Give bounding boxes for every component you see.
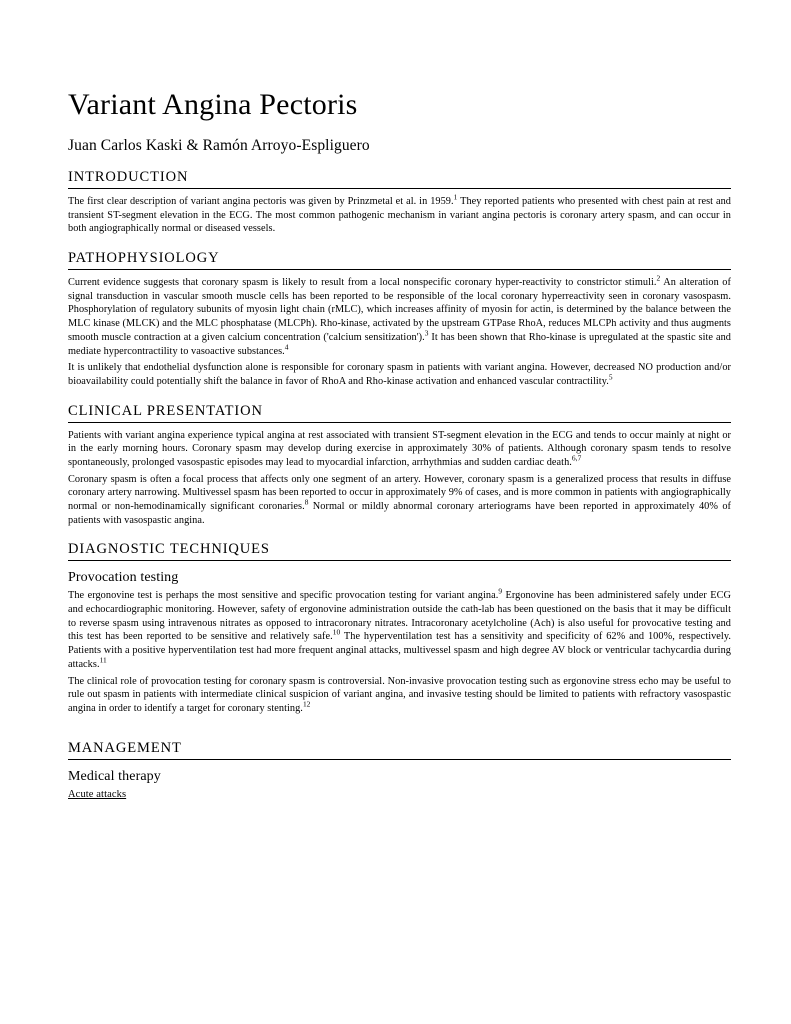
paragraph-pathophysiology-2: It is unlikely that endothelial dysfunction alone is responsible for coronary spasm in patients with variant angina. However, decreased NO production and/or bioavailability could potentially shift the balance in favor of RhoA and Rho-kinase activation and enhanced vascular contractility.$^5$ (68, 362, 731, 387)
section-heading-introduction: INTRODUCTION (68, 169, 731, 189)
section-heading-clinical-presentation: CLINICAL PRESENTATION (68, 403, 731, 423)
paragraph-introduction-1: The first clear description of variant angina pectoris was given by Prinzmetal et al. in 1959.$^1$ They reported patients who presented with chest pain at rest and transient ST-segment elevation in the ECG. The most common pathogenic mechanism in variant angina pectoris is coronary artery spasm, and can occur in both angiographically normal or diseased vessels. (68, 192, 731, 235)
subsection-heading-medical-therapy: Medical therapy (68, 768, 161, 784)
subsubsection-heading-acute-attacks: Acute attacks (68, 788, 127, 800)
subsection-heading-provocation-testing: Provocation testing (68, 570, 179, 586)
section-heading-pathophysiology: PATHOPHYSIOLOGY (68, 250, 731, 270)
paragraph-pathophysiology-1: Current evidence suggests that coronary spasm is likely to result from a local nonspecific coronary hyper-reactivity to constrictor stimuli.$^2$ An alteration of signal transduction in vascular smooth muscle cells has been reported to be responsible of the local coronary hyperreactivity seen in coronary vasospasm. Phosphorylation of regulatory subunits of myosin light chain (rMLC), which increases affinity of myosin for actin, is determined by the balance between the MLC kinase (MLCK) and the MLC phosphatase (MLCPh). Rho-kinase, activated by the upstream GTPase RhoA, reduces MLCPh activity and thus augments smooth muscle contraction at a given calcium concentration ('calcium sensitization').$^3$ It has been shown that Rho-kinase is upregulated at the spastic site and mediate hypercontractility to vasoactive substances.$^4$ (68, 273, 731, 357)
paragraph-clinical-1: Patients with variant angina experience typical angina at rest associated with transient ST-segment elevation in the ECG and tends to occur mainly at night or in the early morning hours. Coronary spasm may develop during exercise in approximately 30% of patients. Although coronary spasm tends to resolve spontaneously, prolonged vasospastic episodes may lead to myocardial infarction, arrhythmias and sudden cardiac death.$^{6,7}$ (68, 429, 731, 468)
section-heading-management: MANAGEMENT (68, 740, 731, 760)
paragraph-provocation-1: The ergonovine test is perhaps the most sensitive and specific provocation testing for variant angina.$^9$ Ergonovine has been administered safely under ECG and echocardiographic monitoring. However, safety of ergonovine administration outside the cath-lab has been questioned on the basis that it may be difficult to reverse spasm using intravenous nitrates as opposed to intracoronary nitrates. Intracoronary acetylcholine (Ach) is also useful for provocative testing and this test has been reported to be sensitive and relatively safe.$^{10}$ The hyperventilation test has a sensitivity and specificity of 62% and 100%, respectively. Patients with a positive hyperventilation test had more frequent anginal attacks, multivessel spasm and high degree AV block or ventricular tachycardia during attacks.$^{11}$ (68, 586, 731, 670)
authors-line: Juan Carlos Kaski & Ramón Arroyo-Espliguero (68, 137, 370, 154)
section-heading-diagnostic-techniques: DIAGNOSTIC TECHNIQUES (68, 541, 731, 561)
paragraph-clinical-2: Coronary spasm is often a focal process that affects only one segment of an artery. However, coronary spasm is a generalized process that results in diffuse coronary artery narrowing. Multivessel spasm has been reported to occur in approximately 9% of cases, and is more common in patients with angiographically normal or non-hemodinamically significant coronaries.$^8$ Normal or mildly abnormal coronary arteriograms have been reported in approximately 40% of patients with vasospastic angina. (68, 473, 731, 526)
paragraph-provocation-2: The clinical role of provocation testing for coronary spasm is controversial. Non-invasive provocation testing such as ergonovine stress echo may be useful to rule out spasm in patients with intermediate clinical suspicion of variant angina, and invasive testing should be limited to patients with refractory vasospastic angina in order to identify a target for coronary stenting.$^{12}$ (68, 675, 731, 714)
page-title: Variant Angina Pectoris (68, 88, 358, 121)
